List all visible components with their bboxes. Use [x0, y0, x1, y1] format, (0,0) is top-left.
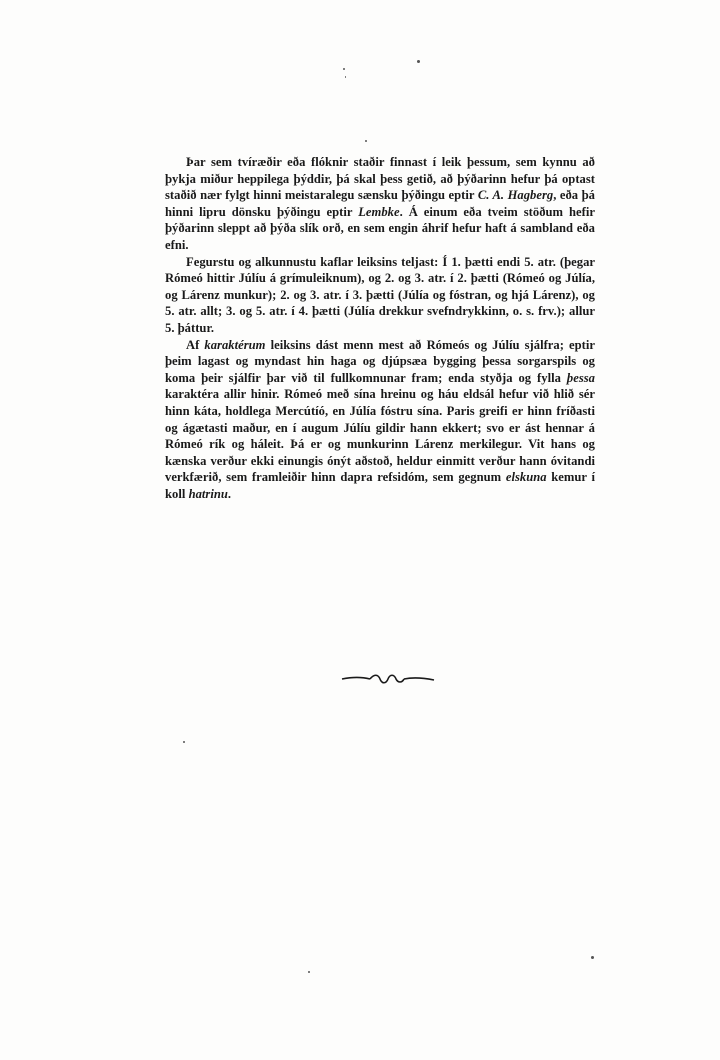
text-run: Fegurstu og alkunnustu kaflar leiksins teljast: Í 1. þætti endi 5. atr. (þegar Rómeó hittir Júlíu á grímuleiknum), og 2. og 3. atr. í 2. þætti (Rómeó og Júlía, og Lárenz munkur); 2. og 3. atr. í 3. þætti (Júlía og fóstran, og hjá Lárenz), og 5. atr. allt; 3. og 5. atr. í 4. þætti (Júlía drekkur svefndrykkinn, o. s. frv.); allur 5. þáttur. [165, 254, 595, 335]
flourish-ornament [340, 672, 436, 686]
text-run: , eða þá hinni lipru dönsku þýðingu eptir [165, 188, 595, 219]
flourish-knot [370, 675, 404, 683]
text-run: kemur í koll [165, 470, 595, 501]
ink-speck [308, 971, 310, 973]
text-run: leiksins dást menn mest að Rómeós og Júlíu sjálfra; eptir þeim lagast og myndast hin haga og djúpsæa bygging þessa sorgarspils og koma þeir sjálfir þar við til fullkomnunar fram; enda styðja og fylla [165, 337, 596, 385]
text-run: karaktéra allir hinir. Rómeó með sína hreinu og háu eldsál hefur við hlið sér hinn káta, holdlega Mercútíó, en Júlía fóstru sína. Paris greifi er hinn fríðasti og ágætasti maður, en í augum Júlíu gildir hann ekkert; svo er ást hennar á Rómeó rík og háleit. Þá er og munkurinn Lárenz merkilegur. Vit hans og kænska verður ekki einungis ónýt aðstoð, heldur einmitt verður hann óvitandi verkfærið, sem framleiðir hinn dapra refsidóm, sem gegnum [165, 387, 595, 485]
ink-speck [417, 60, 420, 63]
text-run: . [227, 486, 232, 501]
text-run-italic: hatrinu [188, 486, 228, 501]
ink-speck [183, 741, 185, 743]
paragraph-2 [165, 254, 595, 337]
text-run-italic: karaktérum [204, 337, 266, 352]
text-run: Þar sem tvíræðir eða flóknir staðir finnast í leik þessum, sem kynnu að þykja miður heppilega þýddir, þá skal þess getið, að þýðarinn hefur þá optast staðið nær fylgt hinni meistaralegu sænsku þýðingu eptir [165, 155, 595, 203]
flourish-line-left [342, 678, 370, 680]
flourish-line-right [404, 678, 434, 680]
text-run-italic: elskuna [505, 470, 547, 485]
ink-speck [365, 140, 367, 142]
text-run-italic: Lembke [358, 204, 400, 219]
text-run: Af [186, 337, 205, 352]
text-run-italic: þessa [566, 370, 595, 385]
paragraph-1 [165, 154, 595, 254]
body-text [165, 154, 595, 502]
text-run: . Á einum eða tveim stöðum hefir þýðarinn sleppt að þýða slík orð, en sem engin áhrif hefur haft á sambland eða efni. [165, 204, 595, 252]
ink-speck [591, 956, 594, 959]
text-run-italic: C. A. Hagberg [477, 188, 554, 203]
ink-speck [343, 68, 345, 70]
paragraph-3 [165, 337, 595, 503]
ink-speck [345, 76, 346, 78]
